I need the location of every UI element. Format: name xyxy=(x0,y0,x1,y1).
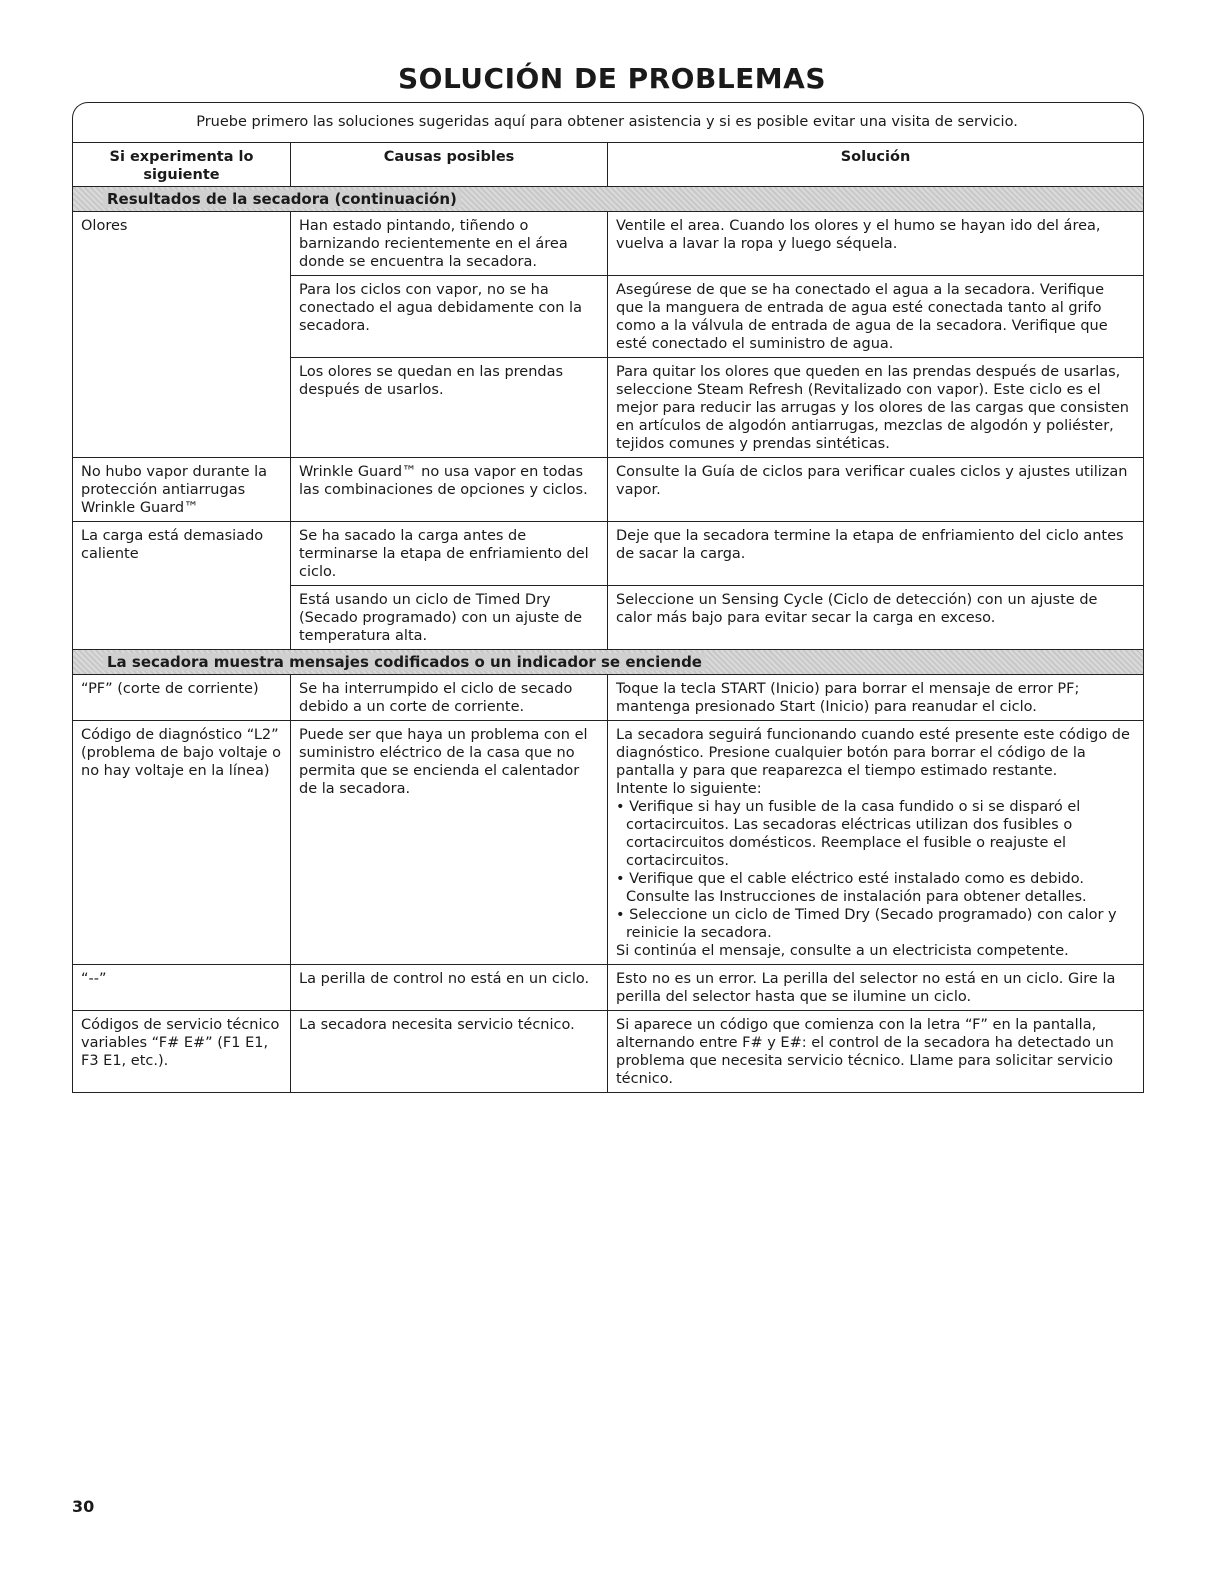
solution-cell: Toque la tecla START (Inicio) para borrar el mensaje de error PF; mantenga presionado Start (Inicio) para reanudar el ciclo. xyxy=(608,675,1144,721)
problem-cell: Códigos de servicio técnico variables “F# E#” (F1 E1, F3 E1, etc.). xyxy=(73,1011,291,1093)
solution-cell: Consulte la Guía de ciclos para verificar cuales ciclos y ajustes utilizan vapor. xyxy=(608,458,1144,522)
cause-cell: Wrinkle Guard™ no usa vapor en todas las combinaciones de opciones y ciclos. xyxy=(291,458,608,522)
solution-cell: Ventile el area. Cuando los olores y el humo se hayan ido del área, vuelva a lavar la ropa y luego séquela. xyxy=(608,212,1144,276)
cause-cell: Han estado pintando, tiñendo o barnizando recientemente en el área donde se encuentra la secadora. xyxy=(291,212,608,276)
header-problem: Si experimenta lo siguiente xyxy=(73,143,291,187)
header-solution: Solución xyxy=(608,143,1144,187)
cause-cell: Se ha interrumpido el ciclo de secado debido a un corte de corriente. xyxy=(291,675,608,721)
solution-cell: Para quitar los olores que queden en las prendas después de usarlas, seleccione Steam Refresh (Revitalizado con vapor). Este ciclo es el mejor para reducir las arrugas y los olores de las cargas que consisten en artículos de algodón antiarrugas, mezclas de algodón y poliéster, tejidos comunes y prendas sintéticas. xyxy=(608,358,1144,458)
cause-cell: Se ha sacado la carga antes de terminarse la etapa de enfriamiento del ciclo. xyxy=(291,522,608,586)
section-title: Resultados de la secadora (continuación) xyxy=(103,190,461,208)
table-row xyxy=(73,212,1144,276)
problem-cell: La carga está demasiado caliente xyxy=(73,522,291,650)
section-row xyxy=(73,650,1144,675)
header-causes: Causas posibles xyxy=(291,143,608,187)
table-row xyxy=(73,458,1144,522)
solution-cell: Asegúrese de que se ha conectado el agua a la secadora. Verifique que la manguera de entrada de agua esté conectada tanto al grifo como a la válvula de entrada de agua de la secadora. Verifique que esté conectado el suministro de agua. xyxy=(608,276,1144,358)
section-row xyxy=(73,187,1144,212)
page-title: SOLUCIÓN DE PROBLEMAS xyxy=(397,62,826,95)
problem-cell: Olores xyxy=(73,212,291,458)
solution-cell: Esto no es un error. La perilla del selector no está en un ciclo. Gire la perilla del selector hasta que se ilumine un ciclo. xyxy=(608,965,1144,1011)
solution-cell: Si aparece un código que comienza con la letra “F” en la pantalla, alternando entre F# y E#: el control de la secadora ha detectado un problema que necesita servicio técnico. Llame para solicitar servicio técnico. xyxy=(608,1011,1144,1093)
cause-cell: Está usando un ciclo de Timed Dry (Secado programado) con un ajuste de temperatura alta. xyxy=(291,586,608,650)
cause-cell: La perilla de control no está en un ciclo. xyxy=(291,965,608,1011)
solution-intro: La secadora seguirá funcionando cuando esté presente este código de diagnóstico. Presione cualquier botón para borrar el código de la pantalla y para que reaparezca el tiempo estimado restante. xyxy=(616,727,1130,779)
solution-bullet: • Verifique si hay un fusible de la casa fundido o si se disparó el cortacircuitos. Las secadoras eléctricas utilizan dos fusibles o cortacircuitos domésticos. Reemplace el fusible o reajuste el cortacircuitos. xyxy=(616,799,1081,869)
problem-cell: Código de diagnóstico “L2” (problema de bajo voltaje o no hay voltaje en la línea) xyxy=(73,721,291,965)
cause-cell: Para los ciclos con vapor, no se ha conectado el agua debidamente con la secadora. xyxy=(291,276,608,358)
cause-cell: Los olores se quedan en las prendas después de usarlos. xyxy=(291,358,608,458)
solution-bullet: • Verifique que el cable eléctrico esté instalado como es debido. Consulte las Instrucciones de instalación para obtener detalles. xyxy=(616,871,1087,905)
problem-cell: “--” xyxy=(73,965,291,1011)
table-row xyxy=(73,1011,1144,1093)
solution-cell: Seleccione un Sensing Cycle (Ciclo de detección) con un ajuste de calor más bajo para evitar secar la carga en exceso. xyxy=(608,586,1144,650)
solution-cell: Deje que la secadora termine la etapa de enfriamiento del ciclo antes de sacar la carga. xyxy=(608,522,1144,586)
problem-cell: No hubo vapor durante la protección antiarrugas Wrinkle Guard™ xyxy=(73,458,291,522)
problem-cell: “PF” (corte de corriente) xyxy=(73,675,291,721)
table-row xyxy=(73,721,1144,965)
table-header-row xyxy=(73,143,1144,187)
troubleshooting-table xyxy=(72,142,1144,1093)
table-row xyxy=(73,675,1144,721)
section-title: La secadora muestra mensajes codificados o un indicador se enciende xyxy=(103,653,706,671)
solution-bullet: • Seleccione un ciclo de Timed Dry (Secado programado) con calor y reinicie la secadora. xyxy=(616,907,1117,941)
solution-try: Intente lo siguiente: xyxy=(616,781,762,797)
intro-text: Pruebe primero las soluciones sugeridas aquí para obtener asistencia y si es posible evitar una visita de servicio. xyxy=(196,114,1018,130)
solution-end: Si continúa el mensaje, consulte a un electricista competente. xyxy=(616,943,1069,959)
table-row xyxy=(73,522,1144,586)
solution-cell xyxy=(608,721,1144,965)
cause-cell: Puede ser que haya un problema con el suministro eléctrico de la casa que no permita que se encienda el calentador de la secadora. xyxy=(291,721,608,965)
table-row xyxy=(73,965,1144,1011)
cause-cell: La secadora necesita servicio técnico. xyxy=(291,1011,608,1093)
page-number: 30 xyxy=(72,1497,95,1516)
